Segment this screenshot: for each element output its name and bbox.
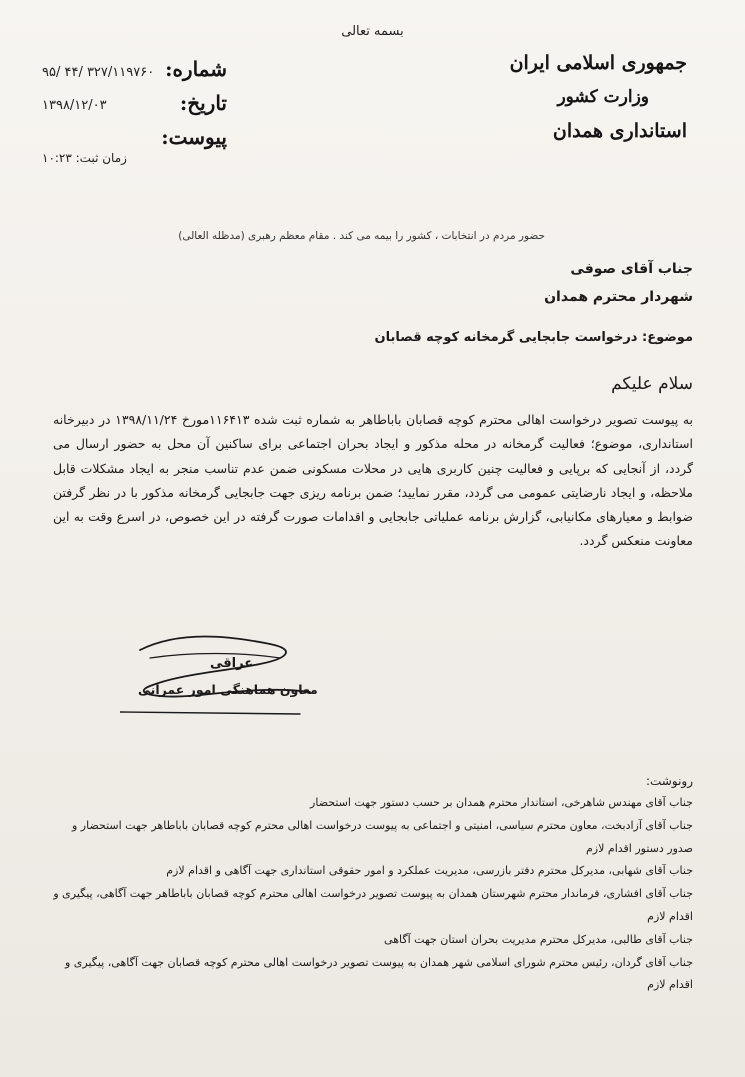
cc-item: جناب آقای آزادبخت، معاون محترم سیاسی، امنیتی و اجتماعی به پیوست درخواست اهالی محترم کوچه قصابان باباطاهر جهت استحضار و صدور دستور اقدام لازم: [71, 818, 693, 855]
org-line-governorate: استانداری همدان: [552, 120, 687, 142]
cc-list: [48, 792, 693, 997]
addressee-title: شهردار محترم همدان: [544, 289, 693, 305]
cc-item: جناب آقای گردان، رئیس محترم شورای اسلامی شهر همدان به پیوست تصویر درخواست اهالی محترم کوچه قصابان جهت آگاهی، پیگیری و اقدام لازم: [64, 955, 693, 992]
cc-item: جناب آقای طالبی، مدیرکل محترم مدیریت بحران استان جهت آگاهی: [384, 932, 693, 946]
bismillah: بسمه تعالی: [341, 24, 404, 39]
cc-item: جناب آقای شهابی، مدیرکل محترم دفتر بازرسی، مدیریت عملکرد و امور حقوقی استانداری جهت آگاهی و اقدام لازم: [166, 864, 693, 878]
letter-number: ۹۵/ ۴۴/ ۳۲۷/۱۱۹۷۶۰: [42, 65, 155, 80]
cc-item: جناب آقای مهندس شاهرخی، استاندار محترم همدان بر حسب دستور جهت استحضار: [310, 796, 693, 809]
signatory-name: عراقی: [210, 656, 254, 671]
meta-values: [42, 56, 154, 175]
signatory-title: معاون هماهنگی امور عمرانی: [138, 682, 318, 697]
signature-scribble: [120, 628, 320, 718]
meta-labels: [161, 52, 227, 154]
org-line-country: جمهوری اسلامی ایران: [509, 52, 687, 74]
organization-header: [510, 46, 687, 148]
date-label: تاریخ:: [179, 91, 227, 115]
greeting: سلام علیکم: [611, 374, 693, 394]
signature-block: [130, 650, 330, 720]
attachment-label: پیوست:: [161, 125, 227, 149]
leader-quote: حضور مردم در انتخابات ، کشور را بیمه می کند . مقام معظم رهبری (مدظله العالی): [178, 230, 545, 242]
org-line-ministry: وزارت کشور: [557, 87, 649, 107]
number-label: شماره:: [165, 57, 227, 81]
addressee-name: جناب آقای صوفی: [570, 261, 693, 277]
subject-line: موضوع: درخواست جابجایی گرمخانه کوچه قصابان: [374, 330, 693, 345]
registration-time: زمان ثبت: ۱۰:۲۳: [42, 151, 127, 165]
addressee: [544, 255, 693, 311]
cc-item: جناب آقای افشاری، فرماندار محترم شهرستان همدان به پیوست تصویر درخواست اهالی محترم کوچه قصابان باباطاهر جهت آگاهی، پیگیری و اقدام لازم: [53, 887, 693, 923]
letter-body: به پیوست تصویر درخواست اهالی محترم کوچه قصابان باباطاهر به شماره ثبت شده ۱۱۶۴۱۳مورخ ۱۳۹۸/۱۱/۲۴ در دبیرخانه استانداری، موضوع؛ فعالیت گرمخانه در محله مذکور و ایجاد بحران اجتماعی برای ساکنین آن محل به حضور ارسال می گردد، از آنجایی که برپایی و فعالیت چنین کاربری هایی در محلات مسکونی ضمن عدم تناسب منجر به ایجاد مشکلات قابل ملاحظه، و ایجاد نارضایتی عمومی می گردد، مقرر نمایید؛ ضمن برنامه ریزی جهت جابجایی گرمخانه مذکور با در نظر گرفتن ضوابط و معیارهای مکانیابی، گزارش برنامه عملیاتی جابجایی و اقدامات صورت گرفته در این خصوص، در اسرع وقت به این معاونت منعکس گردد.: [53, 412, 694, 549]
letter-date: ۱۳۹۸/۱۲/۰۳: [42, 98, 107, 113]
cc-title: رونوشت:: [645, 774, 693, 788]
